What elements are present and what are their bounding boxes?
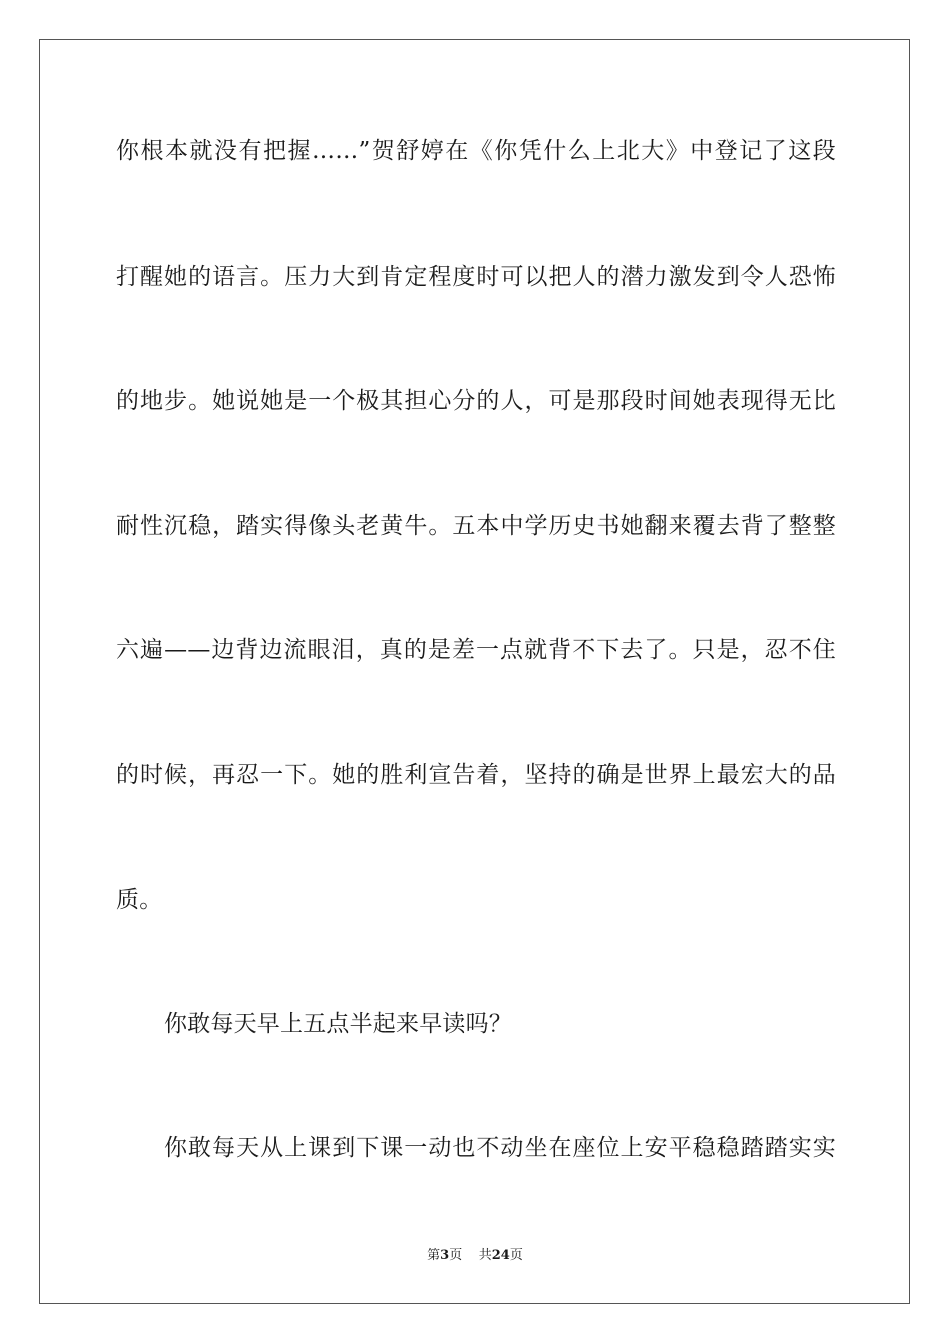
page-footer [0, 1247, 950, 1265]
paragraph-line: 六遍——边背边流眼泪，真的是差一点就背不下去了。只是，忍不住 [116, 637, 836, 663]
paragraph-line: 你敢每天早上五点半起来早读吗？ [164, 1011, 512, 1037]
total-prefix: 共 [478, 1248, 492, 1263]
paragraph-line: 的地步。她说她是一个极其担心分的人，可是那段时间她表现得无比 [116, 388, 836, 414]
page-number: 3 [440, 1248, 450, 1263]
total-suffix: 页 [509, 1248, 523, 1263]
page-prefix: 第 [427, 1248, 441, 1263]
paragraph-line: 你敢每天从上课到下课一动也不动坐在座位上安平稳稳踏踏实实 [164, 1135, 836, 1161]
paragraph-line: 你根本就没有把握……”贺舒婷在《你凭什么上北大》中登记了这段 [116, 138, 836, 164]
page-border [39, 39, 910, 1304]
paragraph-line: 质。 [116, 887, 163, 913]
paragraph-line: 的时候，再忍一下。她的胜利宣告着，坚持的确是世界上最宏大的品 [116, 762, 836, 788]
page-suffix: 页 [449, 1248, 463, 1263]
paragraph-line: 耐性沉稳，踏实得像头老黄牛。五本中学历史书她翻来覆去背了整整 [116, 513, 836, 539]
total-pages: 24 [491, 1248, 510, 1263]
paragraph-line: 打醒她的语言。压力大到肯定程度时可以把人的潜力激发到令人恐怖 [116, 264, 836, 290]
